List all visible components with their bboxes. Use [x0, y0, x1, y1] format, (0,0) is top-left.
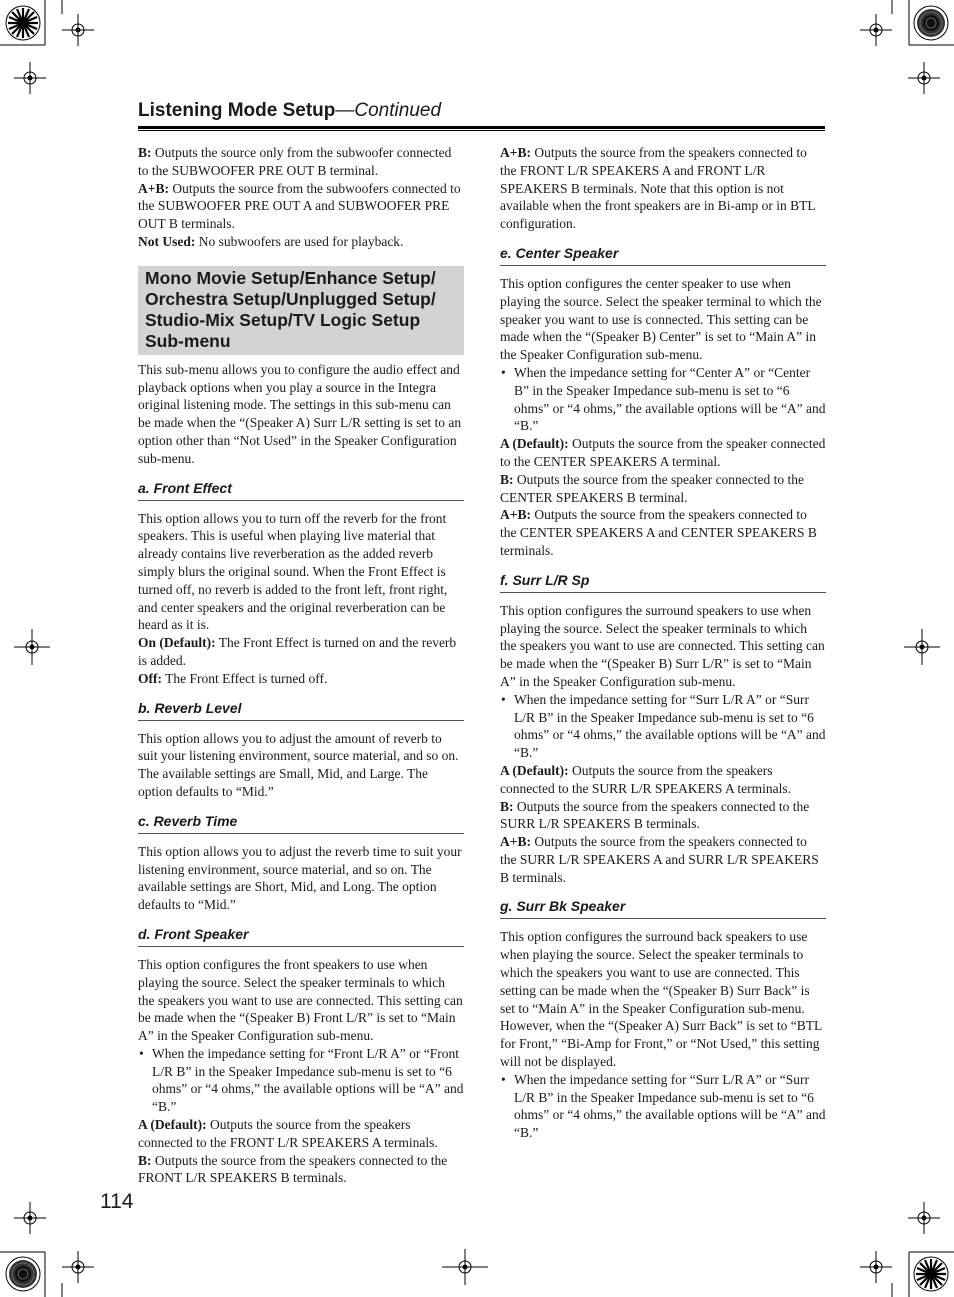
front-effect-description: This option allows you to turn off the reverb for the front speakers. This is useful when playing live material that already contains live reverberation as the added reverb simply blurs the original sound. When the Front Effect is turned off, no reverb is added to the front left, front right, and center speakers and the original reverberation can be heard as it is.: [138, 510, 448, 633]
note-text: When the impedance setting for “Center A” or “Center B” in the Speaker Impedance sub-menu is set to “6 ohms” or “4 ohms,” the available options will be “A” and “B.”: [514, 364, 826, 434]
page-header: [138, 100, 825, 131]
header-rule-thin: [138, 130, 825, 131]
subwoofer-notused-option: [138, 233, 464, 251]
front-speaker-b-option: [138, 1152, 464, 1188]
crop-mark-top-left: [0, 0, 120, 110]
center-speaker-description: This option configures the center speaker to use when playing the source. Select the speaker terminal to which the speaker you want to use is connected. This setting can be made when the “(Speaker B) Center” is set to “Main A” in the Speaker Configuration sub-menu.: [500, 275, 822, 363]
option-label: B:: [138, 145, 152, 160]
center-speaker-ab-option: [500, 506, 826, 559]
option-label: A+B:: [138, 180, 169, 196]
page-title-main: Listening Mode Setup: [138, 100, 336, 121]
option-text: Outputs the source from the subwoofers connected to the SUBWOOFER PRE OUT A and SUBWOOFER PRE OUT B terminals.: [138, 180, 461, 232]
note-text: When the impedance setting for “Surr L/R A” or “Surr L/R B” in the Speaker Impedance sub-menu is set to “6 ohms” or “4 ohms,” the available options will be “A” and “B.”: [514, 691, 826, 761]
option-text: Outputs the source from the speakers connected to the SURR L/R SPEAKERS B terminals.: [500, 798, 810, 832]
option-text: The Front Effect is turned off.: [162, 670, 328, 686]
option-label: B:: [138, 1152, 152, 1168]
section-heading-surr-bk: g. Surr Bk Speaker: [500, 897, 826, 919]
submenu-description: This sub-menu allows you to configure the audio effect and playback options when you play a source in the Integra original listening mode. The settings in this sub-menu can be made when the “(Speaker A) Surr L/R setting is set to an option other than “Not Used” in the Speaker Configuration sub-menu.: [138, 361, 462, 466]
option-label: B:: [500, 471, 514, 487]
front-speaker-a-option: [138, 1116, 464, 1152]
section-heading-surr-lr: f. Surr L/R Sp: [500, 571, 826, 593]
bullet-icon: •: [501, 364, 506, 380]
option-text: Outputs the source only from the subwoofer connected to the SUBWOOFER PRE OUT B terminal.: [138, 145, 452, 178]
surr-lr-a-option: [500, 762, 826, 798]
front-speaker-description: This option configures the front speakers to use when playing the source. Select the speaker terminals to which the speakers you want to use are connected. This setting can be made when the “(Speaker B) Front L/R” is set to “Main A” in the Speaker Configuration sub-menu.: [138, 956, 463, 1044]
option-text: No subwoofers are used for playback.: [195, 233, 404, 249]
surr-lr-description: This option configures the surround speakers to use when playing the source. Select the speaker terminals to which the speakers you want to use are connected. This setting can be made when the “(Speaker B) Surr L/R” is set to “Main A” in the Speaker Configuration sub-menu.: [500, 602, 825, 689]
registration-mark-right-middle: [900, 625, 944, 669]
crop-mark-bottom-right: [834, 1187, 954, 1297]
option-text: Outputs the source from the speakers connected to the SURR L/R SPEAKERS A terminals.: [500, 762, 791, 796]
reverb-level-description: This option allows you to adjust the amount of reverb to suit your listening environment, source material, and so on. The available settings are Small, Mid, and Large. The option defaults to “Mid.”: [138, 730, 459, 799]
front-speaker-ab-option: [500, 144, 826, 233]
section-heading-center-speaker: e. Center Speaker: [500, 244, 826, 266]
option-label: Off:: [138, 670, 162, 686]
right-column: [500, 144, 826, 1142]
note-text: When the impedance setting for “Surr L/R A” or “Surr L/R B” in the Speaker Impedance sub-menu is set to “6 ohms” or “4 ohms,” the available options will be “A” and “B.”: [514, 1071, 826, 1141]
center-speaker-b-option: [500, 471, 826, 507]
option-text: Outputs the source from the speakers connected to the FRONT L/R SPEAKERS A and FRONT L/R SPEAKERS B terminals. Note that this option is not available when the front speakers are in Bi-amp or in BTL configuration.: [500, 145, 816, 232]
surr-bk-note: [500, 1071, 826, 1142]
option-label: Not Used:: [138, 233, 196, 249]
section-heading-reverb-level: b. Reverb Level: [138, 699, 464, 721]
page-number: 114: [100, 1190, 134, 1213]
crop-mark-top-right: [834, 0, 954, 110]
submenu-heading: Mono Movie Setup/Enhance Setup/ Orchestra Setup/Unplugged Setup/ Studio-Mix Setup/TV Logic Setup Sub-menu: [138, 266, 464, 355]
surr-bk-description: This option configures the surround back speakers to use when playing the source. Select the speaker terminals to which the speakers you want to use are connected. This setting can be made when the “(Speaker B) Surr Back” is set to “Main A” in the Speaker Configuration sub-menu. However, when the “(Speaker A) Surr Back” is set to “BTL for Front,” “Bi-Amp for Front,” or “Not Used,” this setting will not be displayed.: [500, 929, 822, 1070]
option-text: Outputs the source from the speakers connected to the CENTER SPEAKERS A and CENTER SPEAKERS B terminals.: [500, 507, 817, 558]
option-label: A+B:: [500, 145, 531, 160]
option-text: Outputs the source from the speaker connected to the CENTER SPEAKERS B terminal.: [500, 471, 805, 505]
surr-lr-note: [500, 691, 826, 762]
option-label: B:: [500, 798, 514, 814]
page-title: [138, 100, 825, 122]
option-label: A (Default):: [138, 1117, 207, 1133]
section-heading-front-speaker: d. Front Speaker: [138, 925, 464, 947]
front-speaker-note: [138, 1045, 464, 1116]
registration-mark-left-middle: [10, 625, 54, 669]
front-effect-on-option: [138, 634, 464, 670]
option-text: Outputs the source from the speakers connected to the FRONT L/R SPEAKERS B terminals.: [138, 1152, 448, 1186]
bullet-icon: •: [139, 1045, 144, 1061]
option-label: A (Default):: [500, 436, 569, 452]
option-text: Outputs the source from the speaker connected to the CENTER SPEAKERS A terminal.: [500, 436, 826, 469]
note-text: When the impedance setting for “Front L/R A” or “Front L/R B” in the Speaker Impedance sub-menu is set to “6 ohms” or “4 ohms,” the available options will be “A” and “B.”: [152, 1045, 464, 1115]
subwoofer-b-option: [138, 144, 464, 180]
bullet-icon: •: [501, 1071, 506, 1087]
surr-lr-ab-option: [500, 833, 826, 886]
option-label: On (Default):: [138, 635, 216, 651]
bullet-icon: •: [501, 691, 506, 707]
surr-lr-b-option: [500, 798, 826, 834]
front-effect-off-option: [138, 670, 464, 688]
option-label: A (Default):: [500, 762, 569, 778]
registration-mark-bottom-center: [440, 1245, 490, 1289]
reverb-time-description: This option allows you to adjust the reverb time to suit your listening environment, source material, and so on. The available settings are Short, Mid, and Long. The option defaults to “Mid.”: [138, 843, 462, 913]
center-speaker-a-option: [500, 435, 826, 471]
header-rule-thick: [138, 126, 825, 129]
option-text: Outputs the source from the speakers connected to the FRONT L/R SPEAKERS A terminals.: [138, 1117, 438, 1150]
page-title-continued: —Continued: [335, 100, 442, 121]
subwoofer-ab-option: [138, 180, 464, 233]
option-label: A+B:: [500, 507, 531, 523]
left-column: [138, 144, 464, 1187]
option-text: Outputs the source from the speakers connected to the SURR L/R SPEAKERS A and SURR L/R SPEAKERS B terminals.: [500, 834, 819, 885]
section-heading-reverb-time: c. Reverb Time: [138, 812, 464, 834]
section-heading-front-effect: a. Front Effect: [138, 479, 464, 501]
option-text: The Front Effect is turned on and the reverb is added.: [138, 635, 457, 668]
option-label: A+B:: [500, 834, 531, 850]
center-speaker-note: [500, 364, 826, 435]
